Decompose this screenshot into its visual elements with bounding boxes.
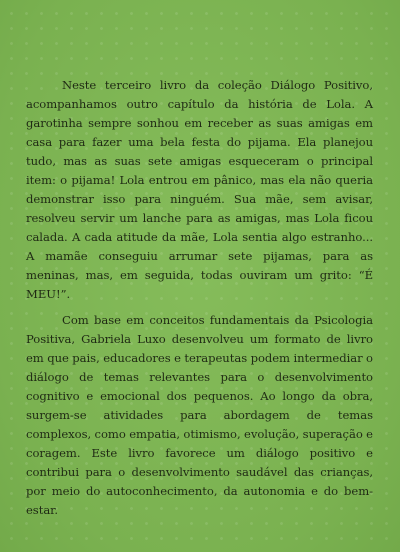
synopsis-paragraph: Neste terceiro livro da coleção Diálogo Positivo, acompanhamos outro capítulo da história de Lola. A garotinha sempre sonhou em receber as suas amigas em casa para fazer uma bela festa do pijama. Ela planejou tudo, mas as suas sete amigas esqueceram o principal item: o pijama! Lola entrou em pânico, mas ela não queria demonstrar isso para ninguém. Sua mãe, sem avisar, resolveu servir um lanche para as amigas, mas Lola ficou calada. A cada atitude da mãe, Lola sentia algo estranho... A mamãe conseguiu arrumar sete pijamas, para as meninas, mas, em seguida, todas ouviram um grito: “É MEU!”. [26, 78, 373, 301]
author-approach-paragraph: Com base em conceitos fundamentais da Psicologia Positiva, Gabriela Luxo desenvolveu um formato de livro em que pais, educadores e terapeutas podem intermediar o diálogo de temas relevantes para o desenvolvimento cognitivo e emocional dos pequenos. Ao longo da obra, surgem-se atividades para abordagem de temas complexos, como empatia, otimismo, evolução, superação e coragem. Este livro favorece um diálogo positivo e contribui para o desenvolvimento saudável das crianças, por meio do autoconhecimento, da autonomia e do bem-estar. [26, 313, 373, 517]
